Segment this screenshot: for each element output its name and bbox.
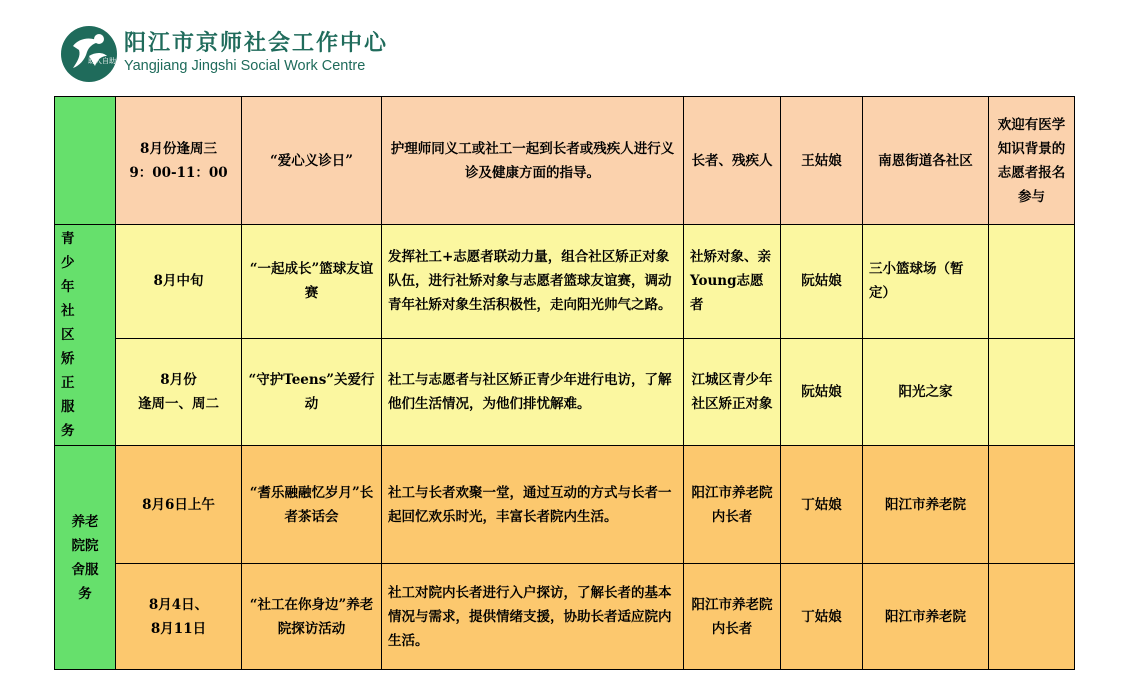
category-cell-youth: 青少 年社 区矫 正服 务 [55,225,116,446]
logo-figure-icon [61,26,117,82]
category-cell-elderly: 养老院院舍服务 [55,446,116,670]
cell-activity: “耆乐融融忆岁月”长者茶话会 [242,446,382,564]
category-cell-health [55,97,116,225]
cell-time: 8月份 逢周一、周二 [116,338,242,445]
cell-target: 社矫对象、亲Young志愿者 [684,225,781,339]
cell-location: 阳江市养老院 [863,446,989,564]
cell-note [989,225,1075,339]
cell-target: 阳江市养老院内长者 [684,446,781,564]
logo-tagline: 助人自助 [88,57,116,65]
cell-time: 8月中旬 [116,225,242,339]
cell-staff: 阮姑娘 [781,225,863,339]
cell-content: 护理师同义工或社工一起到长者或残疾人进行义诊及健康方面的指导。 [382,97,684,225]
org-header [56,22,396,84]
cell-activity: “社工在你身边”养老院探访活动 [242,564,382,670]
table-row [55,225,1075,339]
cell-note [989,338,1075,445]
cell-staff: 丁姑娘 [781,564,863,670]
cell-content: 社工与志愿者与社区矫正青少年进行电访，了解他们生活情况，为他们排忧解难。 [382,338,684,445]
cell-content: 社工与长者欢聚一堂，通过互动的方式与长者一起回忆欢乐时光，丰富长者院内生活。 [382,446,684,564]
cell-content: 发挥社工+志愿者联动力量，组合社区矫正对象队伍，进行社矫对象与志愿者篮球友谊赛，调动青年社矫对象生活积极性，走向阳光帅气之路。 [382,225,684,339]
cell-activity: “守护Teens”关爱行动 [242,338,382,445]
cell-note [989,446,1075,564]
table-row [55,97,1075,225]
table-row [55,564,1075,670]
cell-target: 江城区青少年社区矫正对象 [684,338,781,445]
cell-activity: “爱心义诊日” [242,97,382,225]
org-name-cn: 阳江市京师社会工作中心 [124,31,389,56]
cell-time: 8月4日、 8月11日 [116,564,242,670]
cell-location: 三小篮球场（暂定） [863,225,989,339]
org-logo [61,26,117,82]
cell-staff: 王姑娘 [781,97,863,225]
cell-location: 阳光之家 [863,338,989,445]
table-row [55,338,1075,445]
cell-time: 8月6日上午 [116,446,242,564]
cell-note [989,564,1075,670]
cell-time: 8月份逢周三 9：00-11：00 [116,97,242,225]
org-name-en: Yangjiang Jingshi Social Work Centre [124,58,366,74]
cell-location: 南恩街道各社区 [863,97,989,225]
cell-target: 阳江市养老院内长者 [684,564,781,670]
cell-target: 长者、残疾人 [684,97,781,225]
cell-staff: 丁姑娘 [781,446,863,564]
cell-location: 阳江市养老院 [863,564,989,670]
activity-schedule-table [54,96,1075,670]
table-row [55,446,1075,564]
cell-content: 社工对院内长者进行入户探访，了解长者的基本情况与需求，提供情绪支援，协助长者适应院内生活。 [382,564,684,670]
cell-note: 欢迎有医学知识背景的志愿者报名参与 [989,97,1075,225]
cell-staff: 阮姑娘 [781,338,863,445]
cell-activity: “一起成长”篮球友谊赛 [242,225,382,339]
